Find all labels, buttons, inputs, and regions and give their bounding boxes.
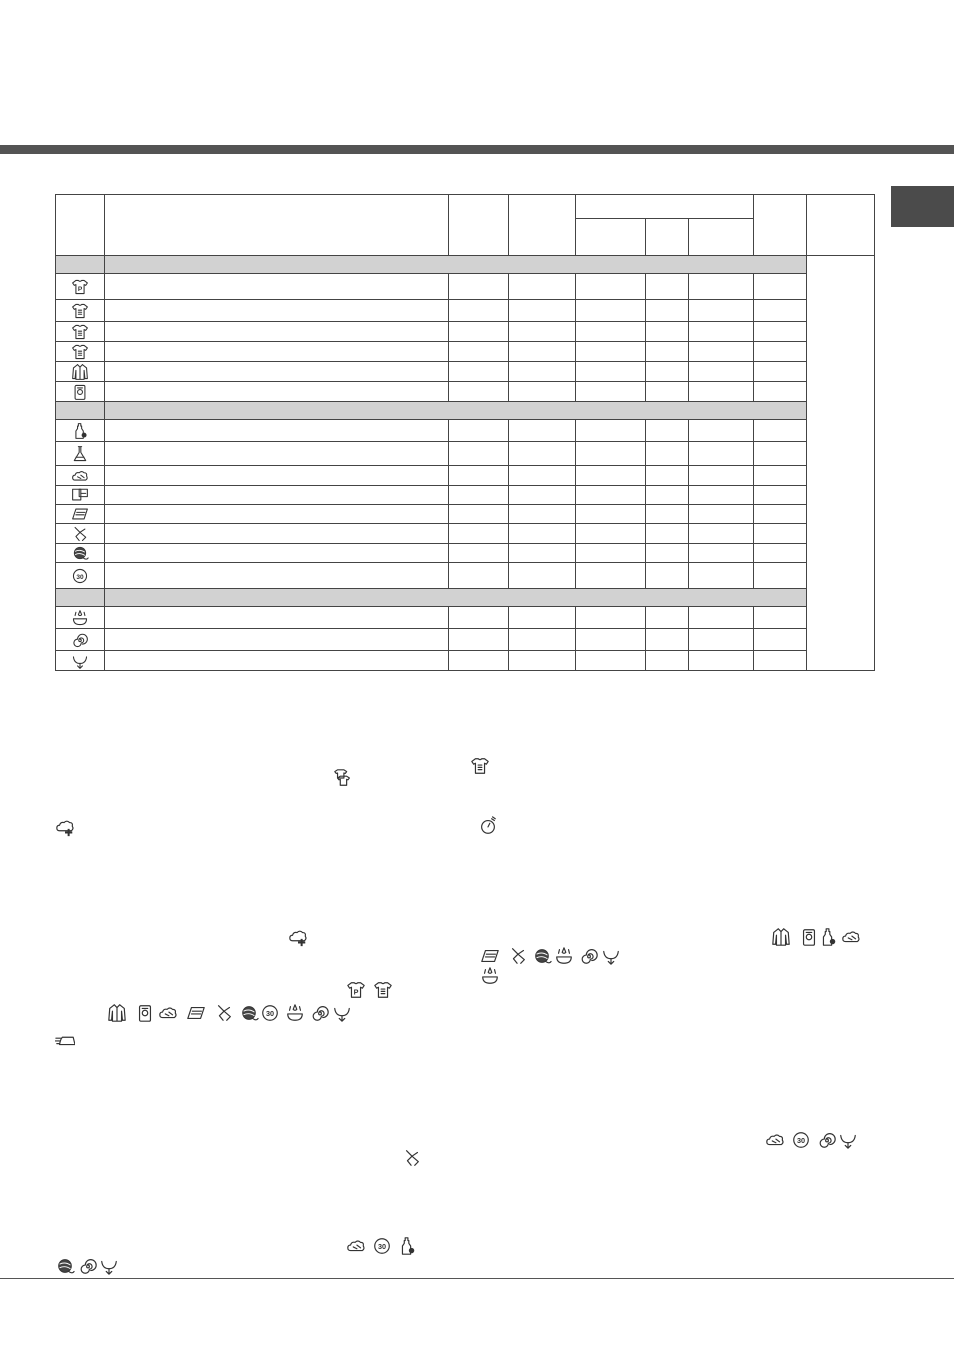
jacket-icon [771,927,791,947]
bedding-icon [186,1003,206,1023]
shirt-pair-icon [333,768,353,788]
table-cell [646,300,689,322]
table-cell [754,274,807,300]
table-cell [576,420,646,442]
programme-icon-cell [56,607,105,629]
table-cell [689,420,754,442]
table-cell [646,651,689,671]
duvet-icon [71,486,89,504]
table-cell [646,607,689,629]
table-cell [754,322,807,342]
section-title-cell [105,402,807,420]
table-cell [576,322,646,342]
table-cell [509,607,576,629]
table-cell [646,442,689,466]
drain-icon [601,946,621,966]
garment-tag-icon [71,383,89,401]
section-icon-cell [56,256,105,274]
table-cell [449,420,509,442]
shirt-icon [373,980,393,1000]
table-cell [105,486,449,505]
iron-icon [55,1030,75,1050]
table-cell [576,466,646,486]
programme-icon-cell [56,486,105,505]
table-cell [646,505,689,524]
header-load-cell [754,195,807,256]
yarn-ball-icon [532,946,552,966]
programme-icon-cell [56,524,105,544]
table-cell [509,420,576,442]
table-cell [449,607,509,629]
drain-icon [99,1256,119,1276]
table-cell [646,524,689,544]
silk-icon [214,1003,234,1023]
programme-icon-cell [56,342,105,362]
table-row [56,524,875,544]
baby-bottle-icon [397,1236,417,1256]
header-sub-3 [689,219,754,256]
table-cell [689,342,754,362]
table-row [56,274,875,300]
baby-bottle-icon [818,927,838,947]
table-cell [689,651,754,671]
programme-icon-cell [56,300,105,322]
programme-icon-cell [56,466,105,486]
drain-icon [838,1130,858,1150]
table-cell [105,382,449,402]
table-cell [754,651,807,671]
table-cell [509,342,576,362]
table-cell [449,442,509,466]
table-cell [689,466,754,486]
table-cell [105,505,449,524]
silk-icon [71,525,89,543]
table-row [56,629,875,651]
table-cell [576,382,646,402]
table-cell [509,466,576,486]
header-icon-cell [56,195,105,256]
spin-icon [579,946,599,966]
header-temp-cell [449,195,509,256]
jacket-icon [71,363,89,381]
stopwatch-icon [478,816,498,836]
table-cell [689,274,754,300]
table-cell [646,563,689,589]
table-cell [105,651,449,671]
table-cell [576,442,646,466]
table-cell [689,442,754,466]
table-cell [509,505,576,524]
section-row [56,256,875,274]
table-cell [105,629,449,651]
table-cell [576,486,646,505]
programme-icon-cell [56,362,105,382]
shirt-p-icon [346,980,366,1000]
section-title-cell [105,256,807,274]
table-cell [105,524,449,544]
table-cell [754,607,807,629]
table-cell [509,524,576,544]
table-cell [509,544,576,563]
rinse-icon [71,609,89,627]
table-row [56,563,875,589]
table-cell [105,342,449,362]
header-duration-cell [807,195,875,256]
svg-text:30: 30 [796,1136,806,1146]
table-cell [646,466,689,486]
table-cell [689,362,754,382]
wool-cloud-icon [158,1003,178,1023]
table-row [56,300,875,322]
wool-plus-icon [55,818,75,838]
table-cell [105,300,449,322]
table-cell [689,544,754,563]
shirt-icon [71,302,89,320]
spin-icon [817,1130,837,1150]
header-sub-1 [576,219,646,256]
wool-cloud-icon [841,927,861,947]
table-cell [689,322,754,342]
table-cell [646,322,689,342]
rinse-icon [480,966,500,986]
table-cell [754,544,807,563]
table-cell [754,563,807,589]
table-cell [754,382,807,402]
table-cell [509,322,576,342]
table-cell [449,362,509,382]
spin-icon [71,631,89,649]
table-cell [576,607,646,629]
header-detergents-cell [576,195,754,219]
bedding-icon [71,505,89,523]
table-cell [689,505,754,524]
silk-icon [508,946,528,966]
table-cell [754,362,807,382]
table-cell [105,544,449,563]
table-cell [646,362,689,382]
table-cell [689,486,754,505]
timer-30-icon [791,1130,811,1150]
drain-icon [332,1003,352,1023]
svg-text:P: P [77,285,83,293]
table-cell [576,342,646,362]
shirt-p-icon [71,278,89,296]
header-programme-cell [105,195,449,256]
programme-icon-cell [56,629,105,651]
table-row [56,505,875,524]
table-cell [754,466,807,486]
wool-plus-icon [288,928,308,948]
table-cell [105,466,449,486]
header-sub-2 [646,219,689,256]
baby-bottle-icon [71,422,89,440]
table-cell [449,300,509,322]
table-cell [449,322,509,342]
spin-icon [78,1256,98,1276]
table-cell [754,629,807,651]
programme-icon-cell [56,382,105,402]
silk-icon [402,1148,422,1168]
table-cell [689,607,754,629]
jacket-icon [107,1003,127,1023]
table-cell [449,466,509,486]
table-cell [105,322,449,342]
header-rule [0,145,954,154]
table-cell [754,442,807,466]
section-icon-cell [56,402,105,420]
rinse-icon [554,946,574,966]
shirt-icon [71,343,89,361]
timer-30-icon [260,1003,280,1023]
table-row [56,322,875,342]
table-cell [754,300,807,322]
table-cell [576,563,646,589]
garment-tag-icon [135,1003,155,1023]
header-speed-cell [509,195,576,256]
footer-rule [0,1278,954,1279]
flask-icon [71,445,89,463]
table-cell [689,382,754,402]
programme-icon-cell [56,322,105,342]
programme-icon-cell [56,563,105,589]
table-cell [576,274,646,300]
wool-cloud-icon [765,1130,785,1150]
table-cell [509,274,576,300]
table-cell [105,563,449,589]
programme-table [55,194,875,671]
rinse-icon [285,1003,305,1023]
table-cell [509,362,576,382]
table-cell [754,486,807,505]
section-icon-cell [56,589,105,607]
programme-icon-cell [56,544,105,563]
table-cell [576,544,646,563]
wool-cloud-icon [346,1236,366,1256]
table-cell [646,342,689,362]
table-cell [576,300,646,322]
table-cell [689,524,754,544]
table-cell [105,442,449,466]
shirt-icon [71,323,89,341]
table-cell [509,629,576,651]
wool-cloud-icon [71,467,89,485]
duration-merged-cell [807,256,875,671]
table-cell [105,274,449,300]
table-cell [105,420,449,442]
table-row [56,651,875,671]
table-cell [449,342,509,362]
table-cell [509,563,576,589]
programme-icon-cell [56,442,105,466]
spin-icon [310,1003,330,1023]
table-cell [754,342,807,362]
table-cell [576,651,646,671]
table-cell [449,486,509,505]
section-row [56,589,875,607]
table-cell [689,300,754,322]
yarn-ball-icon [55,1256,75,1276]
timer-30-icon [71,567,89,585]
table-cell [646,544,689,563]
yarn-ball-icon [71,544,89,562]
table-row [56,544,875,563]
language-tab [891,186,954,227]
table-cell [449,524,509,544]
programme-icon-cell [56,651,105,671]
table-cell [646,420,689,442]
svg-text:30: 30 [265,1009,275,1019]
table-cell [576,505,646,524]
table-cell [105,607,449,629]
table-cell [449,505,509,524]
table-cell [646,382,689,402]
table-cell [509,651,576,671]
table-row [56,342,875,362]
table-cell [509,300,576,322]
table-cell [689,629,754,651]
bedding-icon [480,946,500,966]
table-cell [449,274,509,300]
drain-icon [71,652,89,670]
table-cell [646,274,689,300]
programme-icon-cell [56,420,105,442]
table-cell [754,420,807,442]
table-cell [449,651,509,671]
table-row [56,466,875,486]
table-cell [449,629,509,651]
garment-tag-icon [799,927,819,947]
yarn-ball-icon [239,1003,259,1023]
table-row [56,420,875,442]
table-row [56,382,875,402]
table-row [56,486,875,505]
table-cell [689,563,754,589]
table-cell [509,486,576,505]
table-cell [449,382,509,402]
section-title-cell [105,589,807,607]
table-cell [646,486,689,505]
table-cell [509,382,576,402]
section-row [56,402,875,420]
table-cell [509,442,576,466]
table-cell [576,362,646,382]
svg-text:P: P [353,987,359,997]
svg-text:30: 30 [377,1242,387,1252]
table-row [56,442,875,466]
timer-30-icon [372,1236,392,1256]
table-cell [449,544,509,563]
table-cell [646,629,689,651]
table-cell [754,505,807,524]
table-cell [754,524,807,544]
programme-icon-cell [56,274,105,300]
programme-icon-cell [56,505,105,524]
svg-text:30: 30 [76,573,84,581]
table-row [56,607,875,629]
table-cell [105,362,449,382]
table-cell [576,629,646,651]
table-cell [576,524,646,544]
table-header-row [56,195,875,219]
table-cell [449,563,509,589]
shirt-icon [470,756,490,776]
table-row [56,362,875,382]
